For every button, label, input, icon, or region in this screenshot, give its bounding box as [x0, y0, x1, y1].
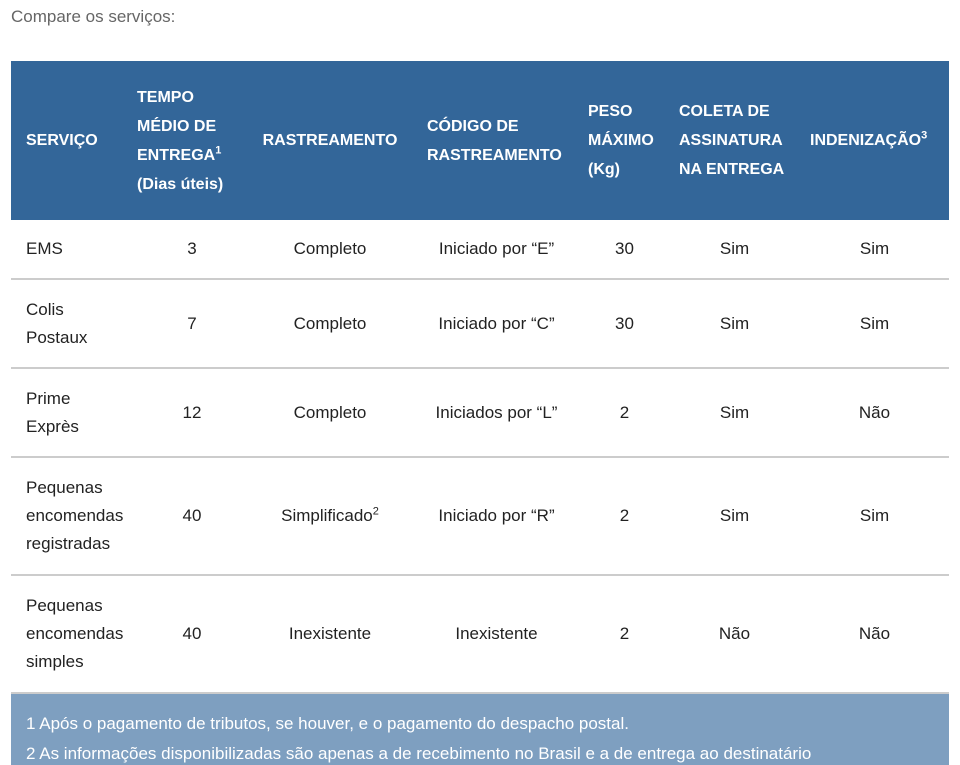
header-tempo-suffix: (Dias úteis)	[137, 175, 224, 193]
cell-servico: EMS	[11, 220, 137, 279]
cell-rastreamento	[247, 457, 413, 575]
table-row	[11, 368, 949, 457]
footnote-1: 1 Após o pagamento de tributos, se houver, e o pagamento do despacho postal.	[26, 714, 629, 733]
cell-tempo: 7	[137, 279, 247, 368]
cell-rastreamento-label: Simplificado	[281, 506, 373, 525]
cell-coleta: Sim	[669, 220, 800, 279]
cell-coleta: Sim	[669, 279, 800, 368]
cell-rastreamento	[247, 368, 413, 457]
header-peso: PESO MÁXIMO (Kg)	[580, 61, 669, 220]
footnote-2: 2 As informações disponibilizadas são apenas a de recebimento no Brasil e a de entrega ao destinatário	[26, 744, 812, 763]
cell-codigo: Iniciado por “C”	[413, 279, 580, 368]
cell-indenizacao: Não	[800, 368, 949, 457]
header-indenizacao-footnote: 3	[921, 129, 928, 142]
cell-rastreamento-label: Inexistente	[288, 624, 372, 643]
table-row	[11, 220, 949, 279]
table-row	[11, 279, 949, 368]
cell-peso: 30	[580, 279, 669, 368]
table-header-row	[11, 61, 949, 220]
cell-tempo: 40	[137, 575, 247, 693]
cell-servico: Pequenas encomendas simples	[11, 575, 137, 693]
cell-indenizacao: Não	[800, 575, 949, 693]
cell-indenizacao: Sim	[800, 279, 949, 368]
header-tempo	[137, 61, 247, 220]
cell-indenizacao: Sim	[800, 220, 949, 279]
cell-rastreamento-footnote: 2	[372, 505, 379, 518]
cell-codigo: Iniciado por “E”	[413, 220, 580, 279]
table-row	[11, 457, 949, 575]
header-rastreamento: RASTREAMENTO	[247, 61, 413, 220]
cell-servico: Colis Postaux	[11, 279, 137, 368]
cell-codigo: Iniciado por “R”	[413, 457, 580, 575]
cell-peso: 2	[580, 368, 669, 457]
services-comparison-table	[11, 61, 949, 694]
cell-rastreamento	[247, 279, 413, 368]
cell-peso: 30	[580, 220, 669, 279]
cell-codigo: Inexistente	[413, 575, 580, 693]
cell-peso: 2	[580, 457, 669, 575]
header-indenizacao	[800, 61, 949, 220]
cell-tempo: 12	[137, 368, 247, 457]
cell-rastreamento-label: Completo	[293, 402, 367, 422]
cell-rastreamento-label: Completo	[293, 313, 367, 333]
cell-rastreamento	[247, 220, 413, 279]
cell-rastreamento-label: Completo	[293, 239, 367, 258]
cell-servico: Prime Exprès	[11, 368, 137, 457]
cell-tempo: 3	[137, 220, 247, 279]
cell-tempo: 40	[137, 457, 247, 575]
cell-rastreamento	[247, 575, 413, 693]
cell-peso: 2	[580, 575, 669, 693]
header-indenizacao-label: INDENIZAÇÃO	[810, 132, 922, 149]
header-tempo-label: TEMPO MÉDIO DE ENTREGA	[137, 88, 217, 164]
cell-indenizacao: Sim	[800, 457, 949, 575]
cell-coleta: Sim	[669, 457, 800, 575]
header-tempo-footnote: 1	[215, 144, 222, 157]
cell-servico: Pequenas encomendas registradas	[11, 457, 137, 575]
header-coleta: COLETA DE ASSINATURA NA ENTREGA	[669, 61, 800, 220]
cell-coleta: Sim	[669, 368, 800, 457]
intro-text: Compare os serviços:	[11, 7, 176, 26]
cell-coleta: Não	[669, 575, 800, 693]
header-servico: SERVIÇO	[11, 61, 137, 220]
cell-codigo: Iniciados por “L”	[413, 368, 580, 457]
table-row	[11, 575, 949, 693]
header-codigo: CÓDIGO DE RASTREAMENTO	[413, 61, 580, 220]
footnotes-box	[11, 694, 949, 765]
